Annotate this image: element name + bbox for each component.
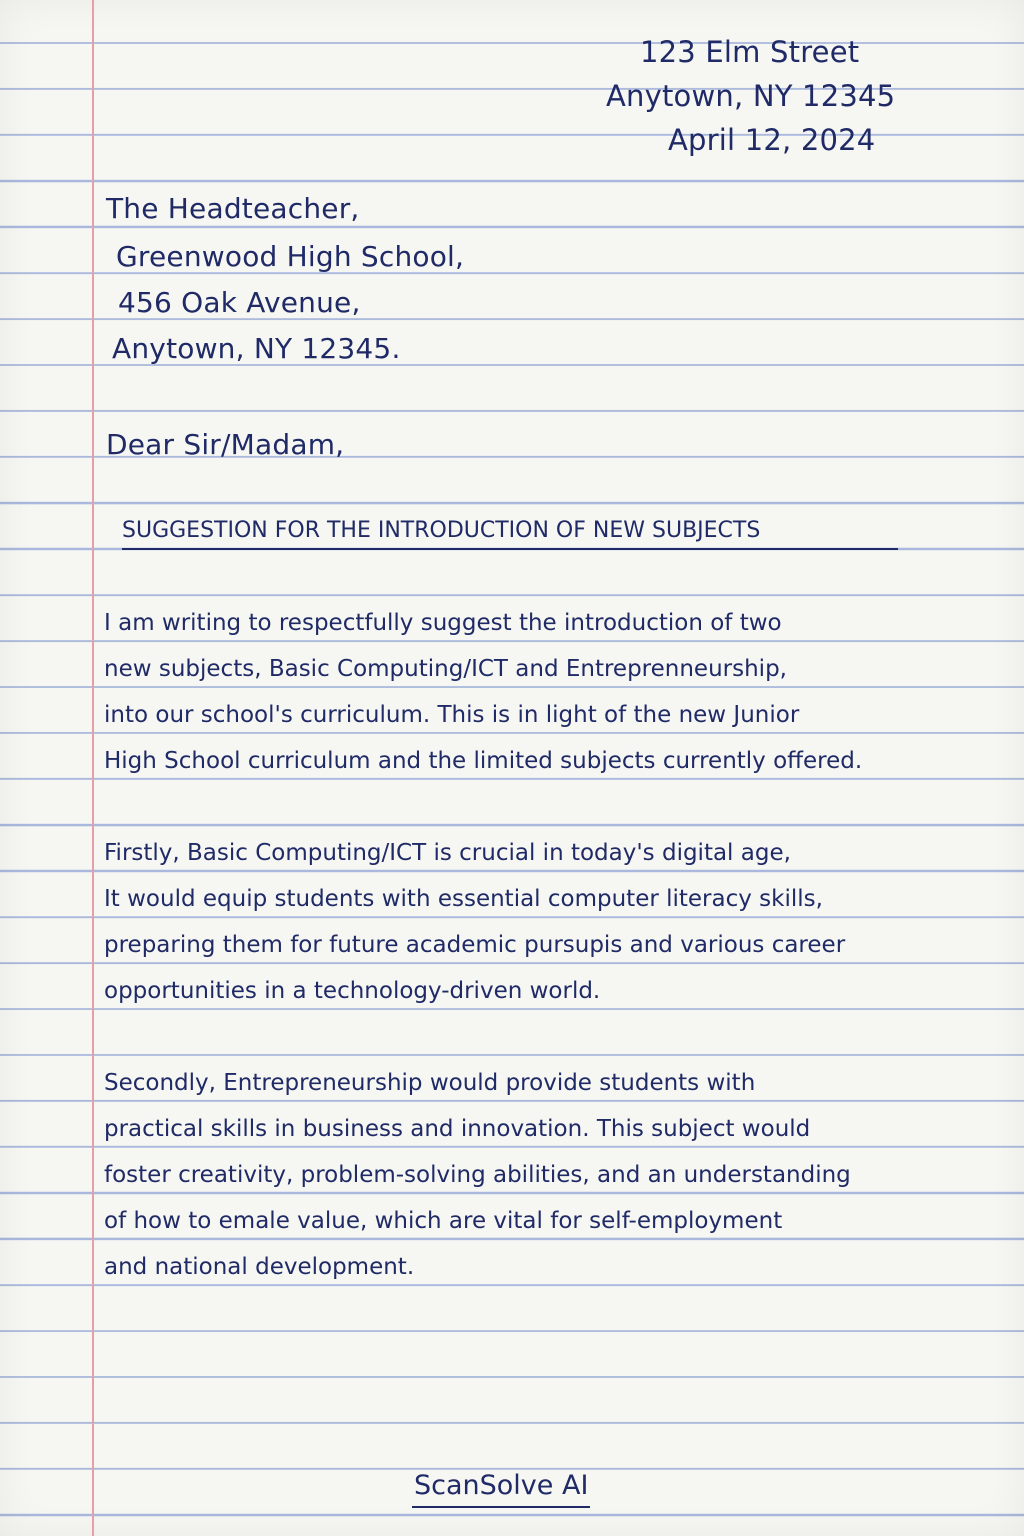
footer <box>412 1466 624 1508</box>
paragraph-line: practical skills in business and innovation. This subject would <box>104 1116 811 1142</box>
paragraph-3 <box>104 1060 964 1290</box>
paragraph-line: opportunities in a technology-driven world. <box>104 978 601 1004</box>
paragraph-line: into our school's curriculum. This is in light of the new Junior <box>104 702 800 728</box>
sender-street: 123 Elm Street <box>640 35 860 69</box>
paragraph-line: It would equip students with essential computer literacy skills, <box>104 886 823 912</box>
paragraph-1 <box>104 600 964 784</box>
paragraph-line: Secondly, Entrepreneurship would provide students with <box>104 1070 756 1096</box>
margin-line <box>92 0 94 1536</box>
paragraph-line: new subjects, Basic Computing/ICT and Entreprenneurship, <box>104 656 787 682</box>
paragraph-line: of how to emale value, which are vital for self-employment <box>104 1208 783 1234</box>
paragraph-line: I am writing to respectfully suggest the introduction of two <box>104 610 782 636</box>
recipient-title: The Headteacher, <box>106 192 360 225</box>
letter-date: April 12, 2024 <box>668 123 876 157</box>
paragraph-line: High School curriculum and the limited subjects currently offered. <box>104 748 863 774</box>
subject-heading: SUGGESTION FOR THE INTRODUCTION OF NEW SUBJECTS <box>122 514 898 550</box>
recipient-street: 456 Oak Avenue, <box>118 286 361 319</box>
paragraph-2 <box>104 830 964 1014</box>
paragraph-line: Firstly, Basic Computing/ICT is crucial in today's digital age, <box>104 840 791 866</box>
sender-city: Anytown, NY 12345 <box>606 79 896 113</box>
paragraph-line: and national development. <box>104 1254 415 1280</box>
paragraph-line: foster creativity, problem-solving abilities, and an understanding <box>104 1162 851 1188</box>
footer-brand: ScanSolve AI <box>412 1466 590 1508</box>
recipient-city: Anytown, NY 12345. <box>112 332 401 365</box>
paragraph-line: preparing them for future academic pursupis and various career <box>104 932 846 958</box>
salutation: Dear Sir/Madam, <box>106 428 345 461</box>
recipient-school: Greenwood High School, <box>116 240 465 273</box>
